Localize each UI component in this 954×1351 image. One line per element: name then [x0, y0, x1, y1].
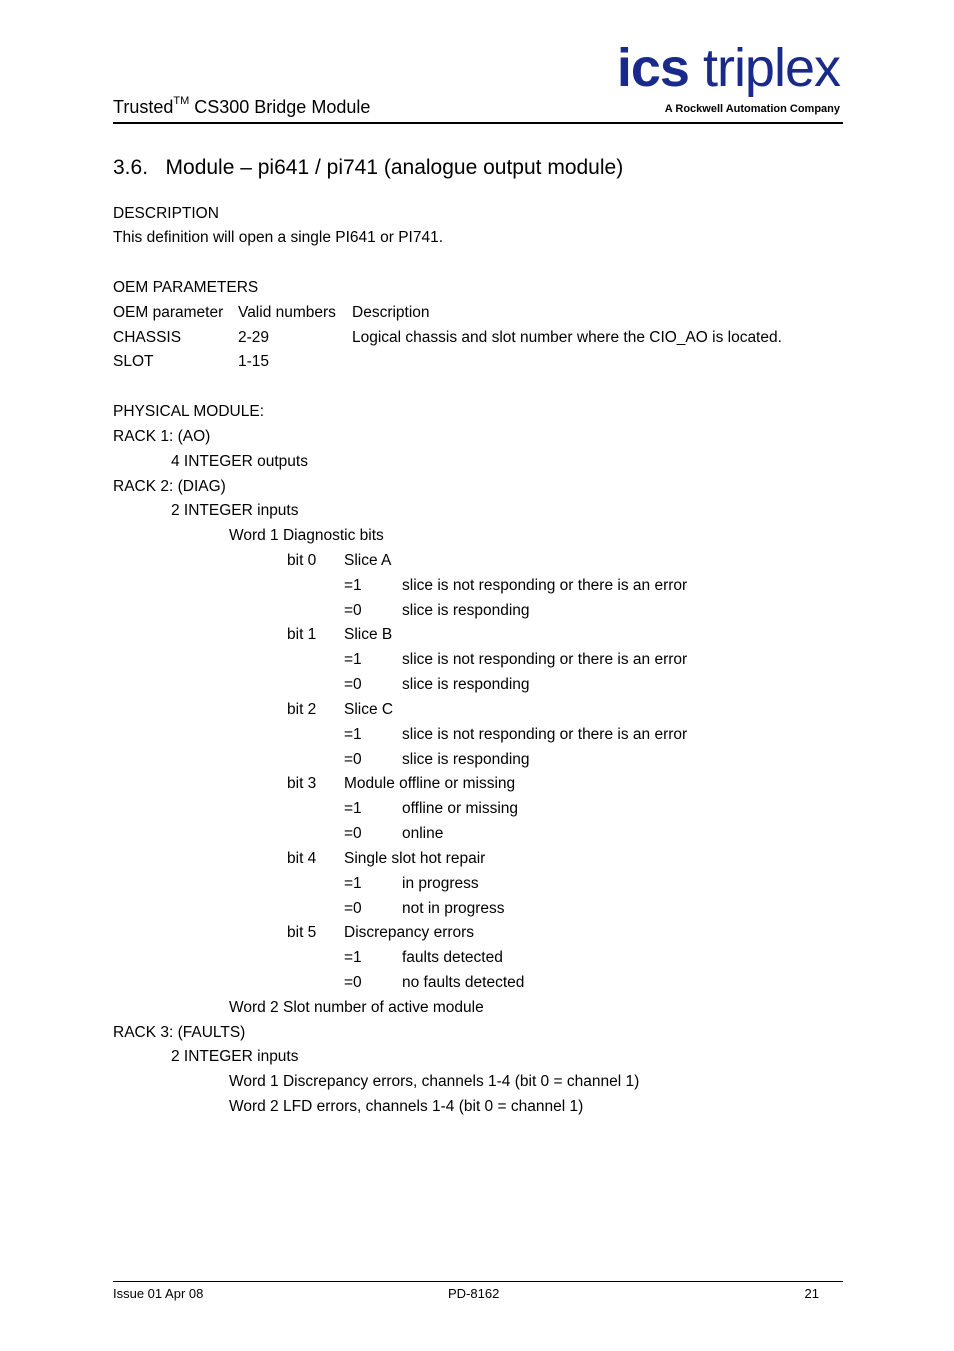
bit-state-text: slice is responding — [402, 751, 530, 768]
header-divider — [113, 122, 843, 124]
oem-col-valid: Valid numbers — [238, 304, 336, 321]
bit-state-value: =0 — [344, 900, 362, 917]
footer-divider — [113, 1281, 843, 1282]
rack3-word1: Word 1 Discrepancy errors, channels 1-4 (bit 0 = channel 1) — [229, 1073, 640, 1090]
bit-state-text: slice is responding — [402, 676, 530, 693]
section-title: 3.6. Module – pi641 / pi741 (analogue output module) — [113, 156, 624, 179]
rack2-label: RACK 2: (DIAG) — [113, 478, 226, 495]
oem-row-chassis-desc: Logical chassis and slot number where the CIO_AO is located. — [352, 329, 782, 346]
oem-row-slot-param: SLOT — [113, 353, 154, 370]
bit-state-text: not in progress — [402, 900, 505, 917]
bit-state-text: no faults detected — [402, 974, 525, 991]
bit-state-text: slice is not responding or there is an error — [402, 651, 688, 668]
bit-state-text: slice is not responding or there is an error — [402, 726, 688, 743]
document-title: Trusted™ CS300 Bridge Module — [113, 95, 371, 117]
rack3-label: RACK 3: (FAULTS) — [113, 1024, 246, 1041]
company-logo: ics triplex — [616, 38, 840, 98]
bit-name: Module offline or missing — [344, 775, 516, 792]
bit-label: bit 0 — [287, 552, 317, 569]
rack2-word2: Word 2 Slot number of active module — [229, 999, 484, 1016]
bit-state-value: =1 — [344, 726, 362, 743]
oem-heading: OEM PARAMETERS — [113, 279, 259, 296]
bit-state-value: =1 — [344, 949, 362, 966]
oem-row-chassis-valid: 2-29 — [238, 329, 270, 346]
footer-doc-number: PD-8162 — [448, 1286, 500, 1301]
footer-page-number: 21 — [804, 1286, 819, 1301]
footer-issue: Issue 01 Apr 08 — [113, 1286, 204, 1301]
bit-state-text: faults detected — [402, 949, 503, 966]
bit-state-value: =0 — [344, 602, 362, 619]
oem-row-slot-valid: 1-15 — [238, 353, 270, 370]
bit-state-value: =1 — [344, 875, 362, 892]
bit-state-text: in progress — [402, 875, 479, 892]
company-tagline: A Rockwell Automation Company — [664, 103, 840, 115]
bit-name: Single slot hot repair — [344, 850, 486, 867]
oem-row-chassis-param: CHASSIS — [113, 329, 182, 346]
rack3-io: 2 INTEGER inputs — [171, 1048, 299, 1065]
bit-state-value: =1 — [344, 800, 362, 817]
oem-col-parameter: OEM parameter — [113, 304, 224, 321]
bit-label: bit 5 — [287, 924, 317, 941]
rack1-label: RACK 1: (AO) — [113, 428, 211, 445]
bit-state-text: slice is responding — [402, 602, 530, 619]
bit-state-value: =1 — [344, 651, 362, 668]
bit-state-text: slice is not responding or there is an error — [402, 577, 688, 594]
bit-name: Discrepancy errors — [344, 924, 475, 941]
rack2-word1: Word 1 Diagnostic bits — [229, 527, 384, 544]
bit-state-text: online — [402, 825, 444, 842]
trademark-mark: TM — [173, 95, 190, 107]
rack1-io: 4 INTEGER outputs — [171, 453, 308, 470]
bit-state-value: =0 — [344, 825, 362, 842]
bit-state-text: offline or missing — [402, 800, 519, 817]
bit-state-value: =1 — [344, 577, 362, 594]
bit-name: Slice C — [344, 701, 394, 718]
bit-label: bit 3 — [287, 775, 317, 792]
bit-label: bit 2 — [287, 701, 317, 718]
rack3-word2: Word 2 LFD errors, channels 1-4 (bit 0 = channel 1) — [229, 1098, 584, 1115]
bit-state-value: =0 — [344, 751, 362, 768]
bit-name: Slice A — [344, 552, 392, 569]
description-heading: DESCRIPTION — [113, 205, 219, 222]
bit-label: bit 4 — [287, 850, 317, 867]
bit-label: bit 1 — [287, 626, 317, 643]
bit-state-value: =0 — [344, 974, 362, 991]
oem-col-description: Description — [352, 304, 430, 321]
description-text: This definition will open a single PI641 or PI741. — [113, 229, 444, 246]
bit-state-value: =0 — [344, 676, 362, 693]
physical-heading: PHYSICAL MODULE: — [113, 403, 265, 420]
rack2-io: 2 INTEGER inputs — [171, 502, 299, 519]
bit-name: Slice B — [344, 626, 393, 643]
